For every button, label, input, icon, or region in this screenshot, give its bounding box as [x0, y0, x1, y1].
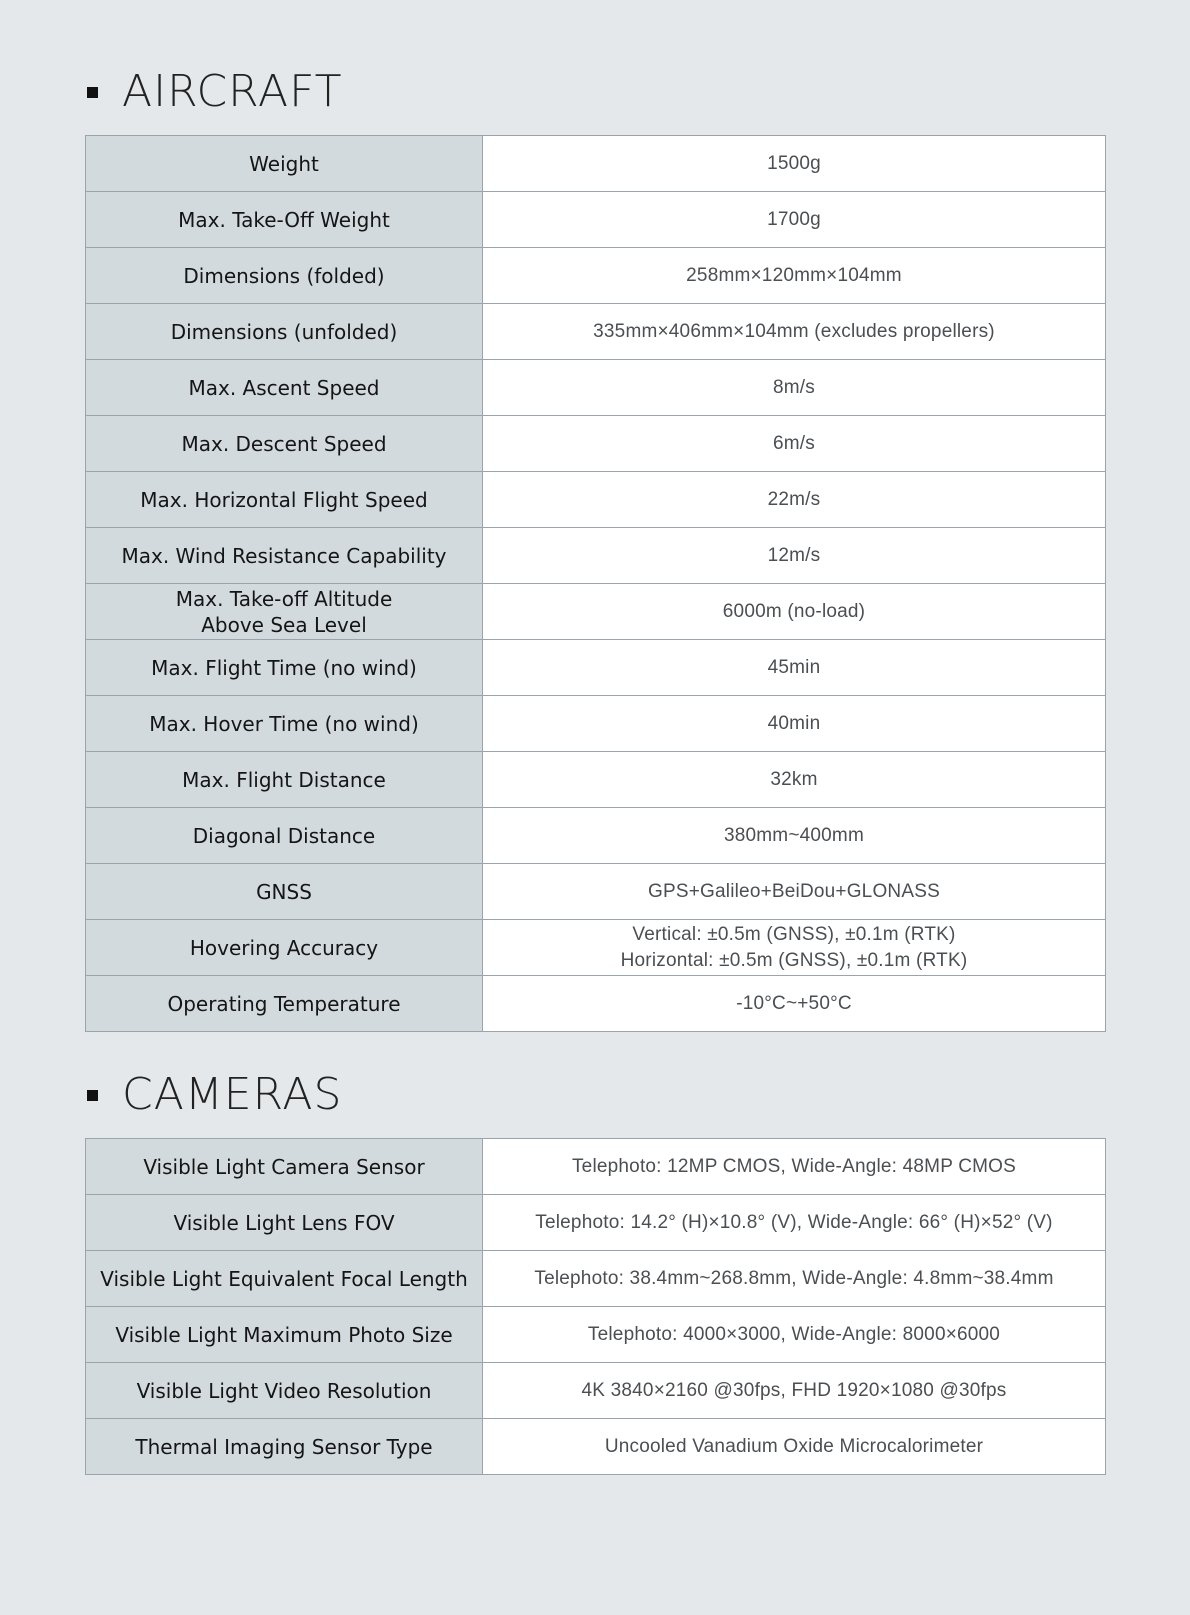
spec-value	[483, 640, 1106, 696]
spec-value	[483, 472, 1106, 528]
aircraft-section-header	[87, 66, 343, 117]
spec-label	[86, 640, 483, 696]
spec-label	[86, 1307, 483, 1363]
spec-value-text: Uncooled Vanadium Oxide Microcalorimeter	[604, 1435, 984, 1457]
spec-label	[86, 304, 483, 360]
spec-value-text: 1700g	[767, 208, 821, 230]
spec-row	[86, 136, 1106, 192]
spec-value	[483, 864, 1106, 920]
spec-label-text: Diagonal Distance	[192, 823, 376, 848]
spec-value	[483, 1307, 1106, 1363]
spec-row	[86, 920, 1106, 976]
spec-value-text: 12m/s	[767, 544, 821, 566]
spec-label	[86, 416, 483, 472]
spec-label-text: Visible Light Maximum Photo Size	[115, 1322, 453, 1347]
spec-row	[86, 1251, 1106, 1307]
square-bullet-icon	[87, 1090, 98, 1101]
spec-value-text: 40min	[767, 712, 821, 734]
spec-value-text: 22m/s	[767, 488, 821, 510]
spec-label	[86, 1251, 483, 1307]
spec-label-text: Visible Light Equivalent Focal Length	[100, 1266, 468, 1291]
spec-label	[86, 864, 483, 920]
spec-row	[86, 864, 1106, 920]
spec-value	[483, 192, 1106, 248]
spec-row	[86, 696, 1106, 752]
spec-value	[483, 304, 1106, 360]
spec-value	[483, 920, 1106, 976]
spec-label	[86, 752, 483, 808]
spec-value	[483, 1251, 1106, 1307]
spec-row	[86, 976, 1106, 1032]
square-bullet-icon	[87, 87, 98, 98]
spec-value-text: -10°C~+50°C	[736, 992, 852, 1014]
spec-label-text: Weight	[249, 151, 319, 176]
spec-label	[86, 976, 483, 1032]
spec-label-text: Max. Hover Time (no wind)	[149, 711, 419, 736]
spec-label-text: Max. Ascent Speed	[188, 375, 380, 400]
spec-value-text: 4K 3840×2160 @30fps, FHD 1920×1080 @30fps	[581, 1379, 1007, 1401]
spec-label	[86, 920, 483, 976]
spec-label-text: Dimensions (unfolded)	[170, 319, 398, 344]
spec-row	[86, 1363, 1106, 1419]
spec-value	[483, 136, 1106, 192]
spec-value-text: 335mm×406mm×104mm (excludes propellers)	[593, 320, 995, 342]
spec-label-text: Visible Light Video Resolution	[136, 1378, 432, 1403]
spec-value	[483, 1419, 1106, 1475]
spec-value	[483, 1363, 1106, 1419]
spec-value	[483, 1139, 1106, 1195]
spec-label-text: Max. Horizontal Flight Speed	[140, 487, 428, 512]
spec-row	[86, 752, 1106, 808]
spec-row	[86, 472, 1106, 528]
spec-label-text: Max. Take-Off Weight	[178, 207, 390, 232]
spec-row	[86, 360, 1106, 416]
spec-label	[86, 248, 483, 304]
spec-label	[86, 808, 483, 864]
spec-value-text: Telephoto: 12MP CMOS, Wide-Angle: 48MP CMOS	[571, 1155, 1017, 1177]
spec-label	[86, 1139, 483, 1195]
spec-label-text: Above Sea Level	[201, 612, 367, 637]
spec-value	[483, 528, 1106, 584]
spec-value-text: 380mm~400mm	[723, 824, 864, 846]
spec-row	[86, 416, 1106, 472]
spec-label	[86, 528, 483, 584]
spec-value	[483, 752, 1106, 808]
spec-value-text: Telephoto: 38.4mm~268.8mm, Wide-Angle: 4.8mm~38.4mm	[534, 1267, 1054, 1289]
spec-label-text: Max. Wind Resistance Capability	[121, 543, 447, 568]
spec-value	[483, 248, 1106, 304]
spec-label-text: Max. Take-off Altitude	[175, 586, 393, 611]
spec-value-text: 45min	[767, 656, 821, 678]
spec-row	[86, 1419, 1106, 1475]
spec-value-text: 6000m (no-load)	[722, 600, 866, 622]
aircraft-section-title: AIRCRAFT	[122, 66, 343, 117]
spec-label-text: Max. Flight Time (no wind)	[151, 655, 417, 680]
spec-row	[86, 192, 1106, 248]
spec-value	[483, 360, 1106, 416]
spec-label-text: Operating Temperature	[167, 991, 401, 1016]
spec-row	[86, 248, 1106, 304]
spec-label	[86, 360, 483, 416]
spec-label	[86, 696, 483, 752]
spec-value-text: Vertical: ±0.5m (GNSS), ±0.1m (RTK)	[632, 923, 956, 945]
spec-label-text: Dimensions (folded)	[183, 263, 385, 288]
spec-label-text: Hovering Accuracy	[189, 935, 379, 960]
spec-label-text: Visible Light Camera Sensor	[143, 1154, 425, 1179]
spec-value-text: 32km	[770, 768, 818, 790]
spec-label	[86, 136, 483, 192]
spec-value-text: Telephoto: 14.2° (H)×10.8° (V), Wide-Angle: 66° (H)×52° (V)	[535, 1211, 1053, 1233]
spec-value	[483, 808, 1106, 864]
spec-row	[86, 304, 1106, 360]
spec-value-text: 6m/s	[773, 432, 815, 454]
spec-label-text: Visible Light Lens FOV	[173, 1210, 395, 1235]
spec-label	[86, 192, 483, 248]
spec-label-text: GNSS	[256, 879, 312, 904]
spec-label	[86, 1195, 483, 1251]
cameras-section-title: CAMERAS	[122, 1069, 343, 1120]
spec-row	[86, 808, 1106, 864]
spec-value	[483, 696, 1106, 752]
cameras-section-header	[87, 1069, 343, 1120]
spec-label-text: Max. Descent Speed	[181, 431, 387, 456]
spec-value-text: 258mm×120mm×104mm	[686, 264, 902, 286]
spec-value	[483, 416, 1106, 472]
cameras-spec-table	[85, 1138, 1106, 1475]
spec-label-text: Max. Flight Distance	[182, 767, 386, 792]
spec-label	[86, 1419, 483, 1475]
spec-label	[86, 1363, 483, 1419]
spec-row	[86, 1307, 1106, 1363]
spec-value-text: 8m/s	[773, 376, 815, 398]
spec-row	[86, 584, 1106, 640]
aircraft-spec-table	[85, 135, 1106, 1032]
spec-value-text: GPS+Galileo+BeiDou+GLONASS	[648, 880, 940, 902]
spec-label-text: Thermal Imaging Sensor Type	[135, 1434, 433, 1459]
spec-value-text: 1500g	[767, 152, 821, 174]
spec-value	[483, 584, 1106, 640]
spec-row	[86, 1139, 1106, 1195]
spec-label	[86, 472, 483, 528]
spec-value	[483, 976, 1106, 1032]
spec-value-text: Telephoto: 4000×3000, Wide-Angle: 8000×6000	[587, 1323, 1001, 1345]
spec-value	[483, 1195, 1106, 1251]
spec-row	[86, 1195, 1106, 1251]
spec-label	[86, 584, 483, 640]
spec-value-text: Horizontal: ±0.5m (GNSS), ±0.1m (RTK)	[620, 949, 968, 971]
spec-row	[86, 528, 1106, 584]
spec-row	[86, 640, 1106, 696]
